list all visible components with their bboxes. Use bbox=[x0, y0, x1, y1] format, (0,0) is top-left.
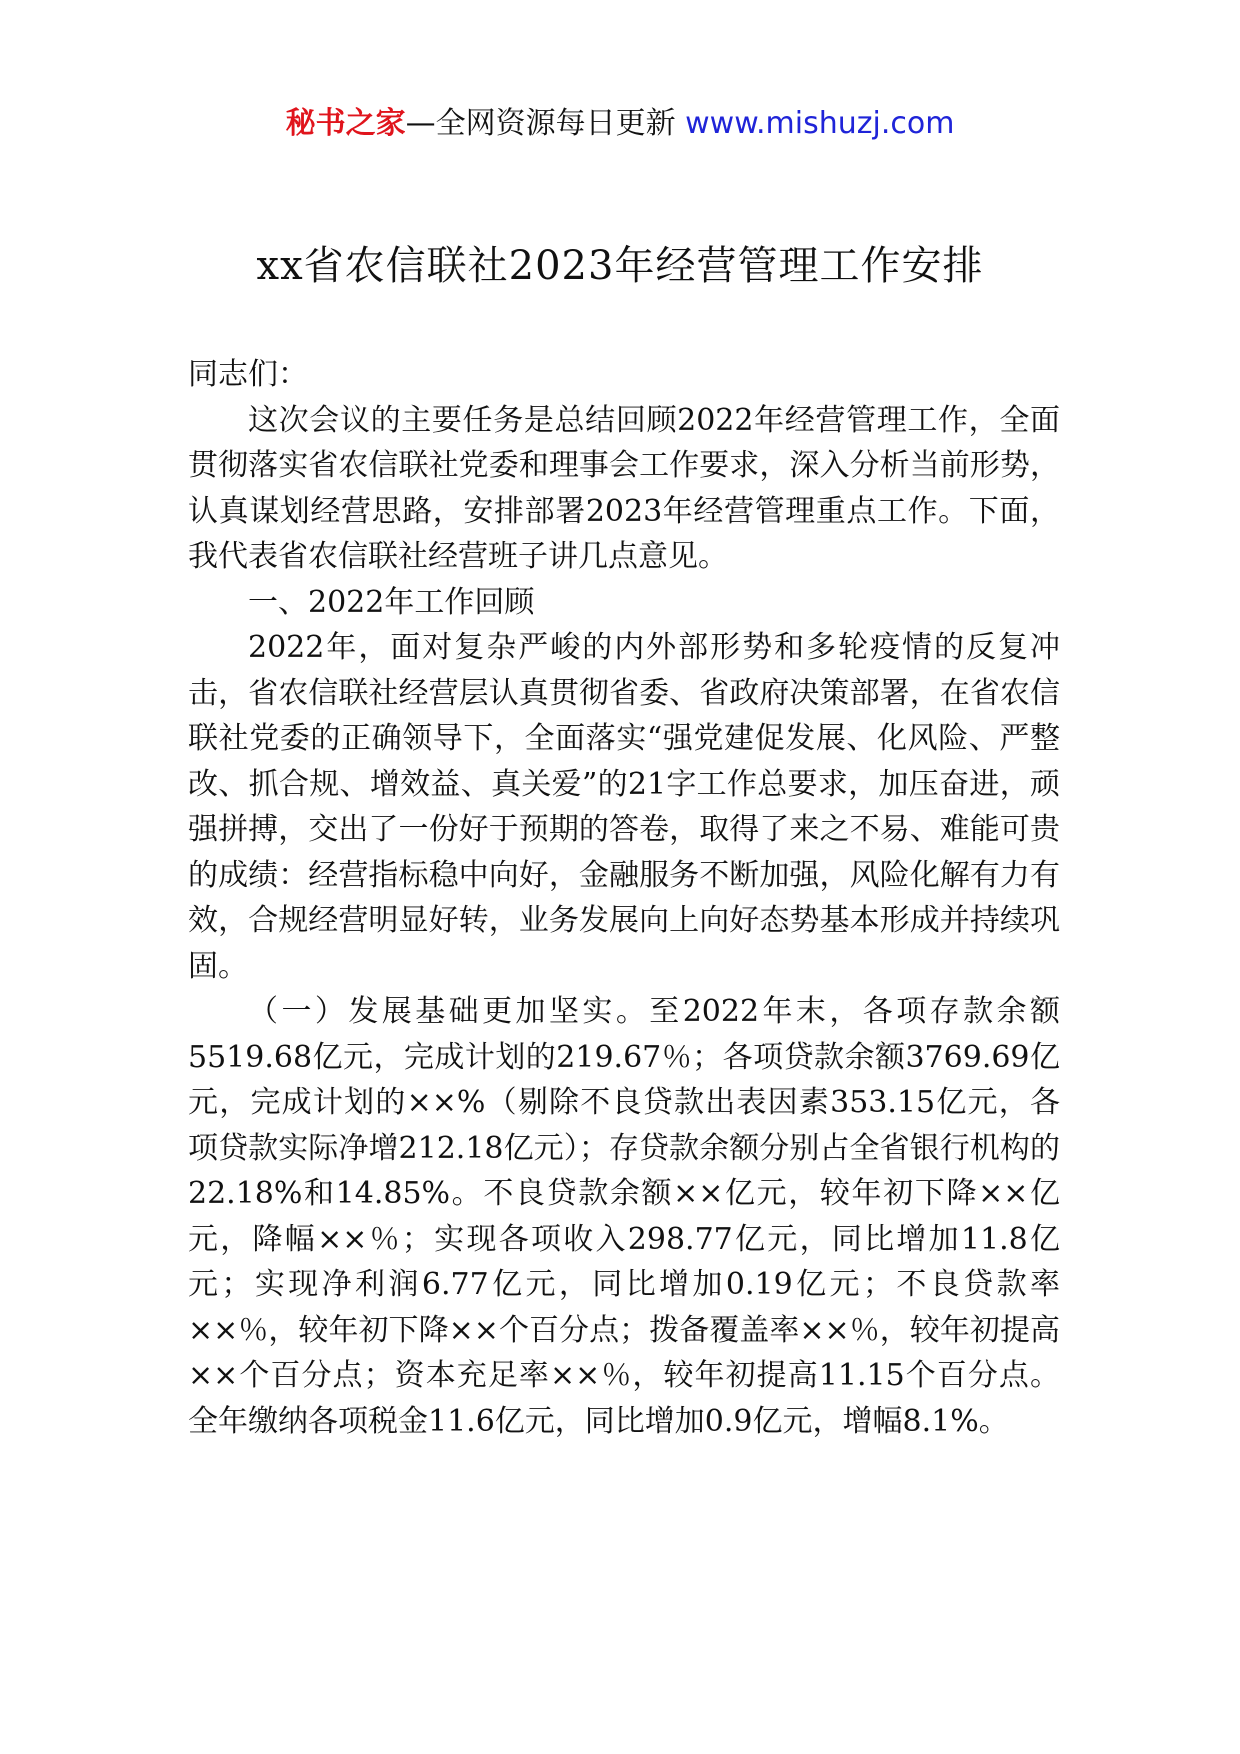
site-url-link[interactable]: www.mishuzj.com bbox=[685, 106, 955, 141]
brand-name: 秘书之家 bbox=[285, 106, 406, 141]
section-heading-review: 一、2022年工作回顾 bbox=[248, 584, 535, 620]
paragraph-intro: 这次会议的主要任务是总结回顾2022年经营管理工作，全面贯彻落实省农信联社党委和理事会工作要求，深入分析当前形势，认真谋划经营思路，安排部署2023年经营管理重点工作。下面，我代表省农信联社经营班子讲几点意见。 bbox=[188, 402, 1060, 574]
paragraph-foundation: （一）发展基础更加坚实。至2022年末，各项存款余额5519.68亿元，完成计划的219.67％；各项贷款余额3769.69亿元，完成计划的××%（剔除不良贷款出表因素353.15亿元，各项贷款实际净增212.18亿元）；存贷款余额分别占全省银行机构的22.18%和14.85%。不良贷款余额××亿元，较年初下降××亿元，降幅××％；实现各项收入298.77亿元，同比增加11.8亿元；实现净利润6.77亿元，同比增加0.19亿元；不良贷款率××％，较年初下降××个百分点；拨备覆盖率××％，较年初提高××个百分点；资本充足率××％，较年初提高11.15个百分点。全年缴纳各项税金11.6亿元，同比增加0.9亿元，增幅8.1%。 bbox=[188, 994, 1060, 1439]
document-title: xx省农信联社2023年经营管理工作安排 bbox=[256, 243, 984, 289]
site-header-banner bbox=[0, 100, 1240, 148]
salutation: 同志们： bbox=[188, 357, 308, 392]
header-slogan: —全网资源每日更新 bbox=[405, 106, 686, 141]
document-body bbox=[188, 352, 1060, 1444]
paragraph-review: 2022年，面对复杂严峻的内外部形势和多轮疫情的反复冲击，省农信联社经营层认真贯彻省委、省政府决策部署，在省农信联社党委的正确领导下，全面落实“强党建促发展、化风险、严整改、抓合规、增效益、真关爱”的21字工作总要求，加压奋进，顽强拼搏，交出了一份好于预期的答卷，取得了来之不易、难能可贵的成绩：经营指标稳中向好，金融服务不断加强，风险化解有力有效，合规经营明显好转，业务发展向上向好态势基本形成并持续巩固。 bbox=[188, 630, 1060, 984]
